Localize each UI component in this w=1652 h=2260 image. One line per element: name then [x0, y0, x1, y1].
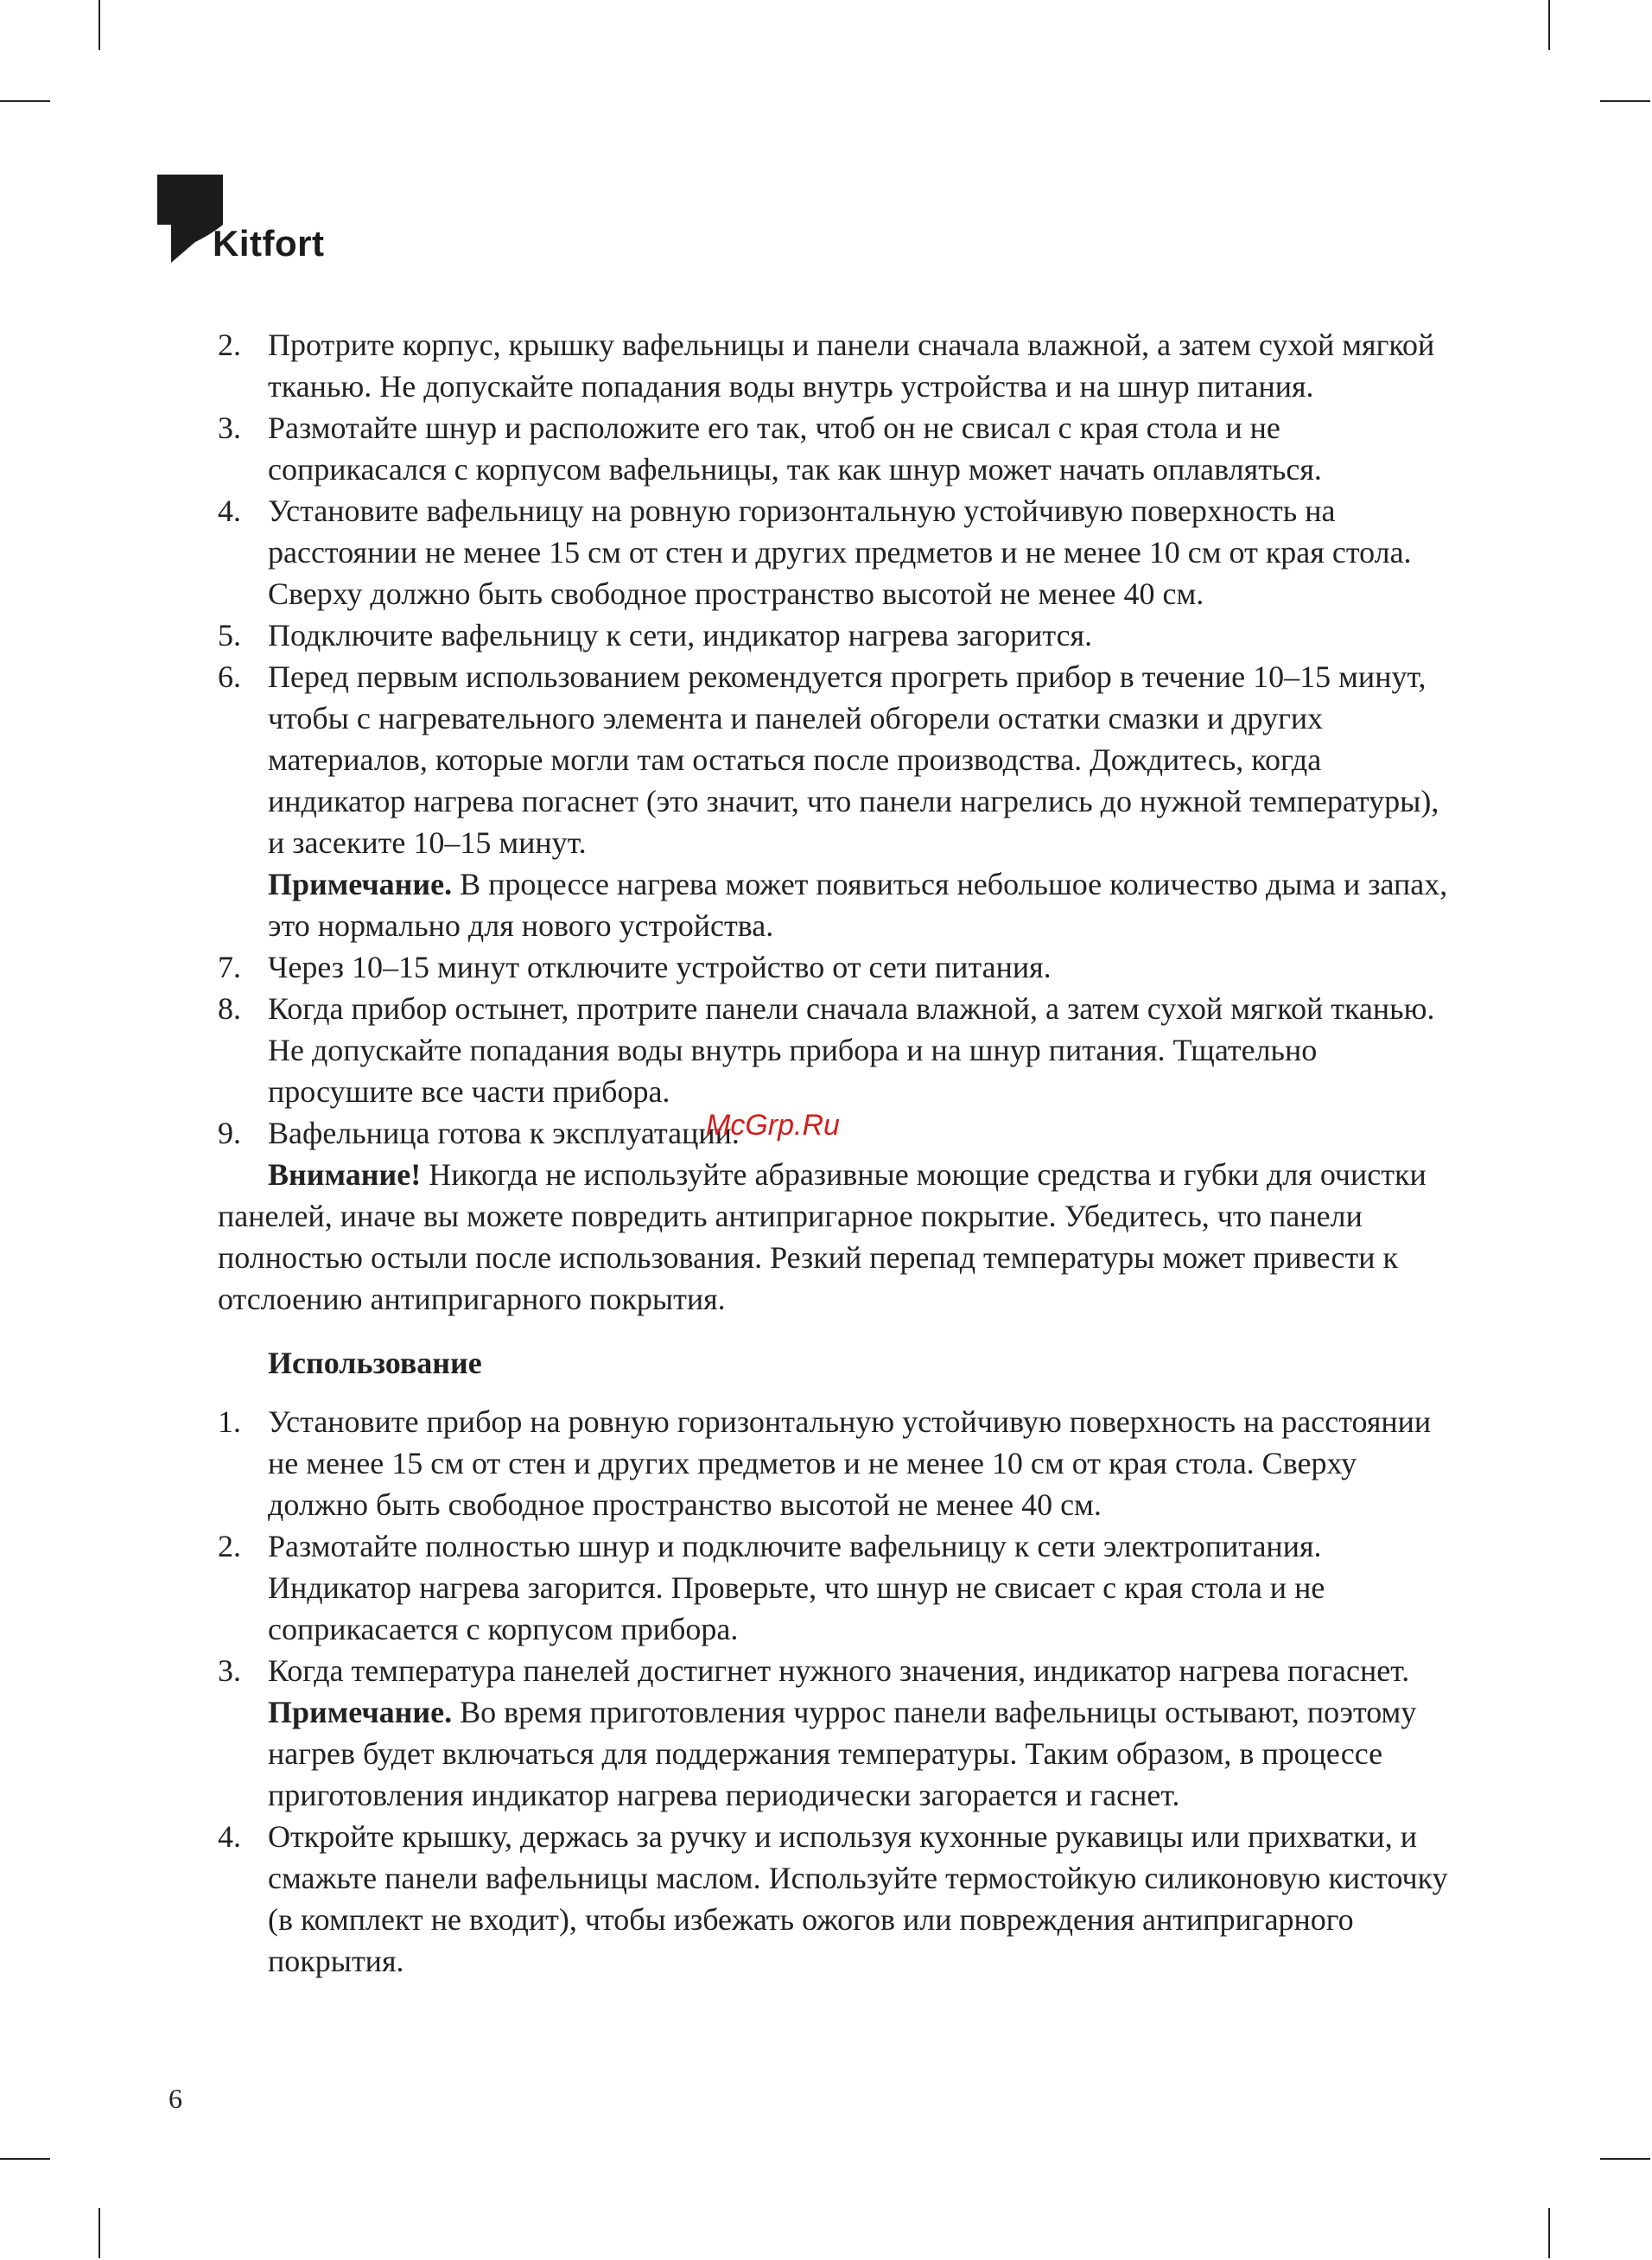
list-item-text: Подключите вафельницу к сети, индикатор нагрева загорится. — [268, 618, 1093, 653]
list-item — [218, 324, 1462, 407]
setup-steps-list — [218, 324, 1462, 1154]
list-item-number: 3. — [218, 411, 241, 445]
list-item — [218, 946, 1462, 988]
crop-mark — [1548, 0, 1550, 50]
list-item-number: 7. — [218, 950, 241, 984]
note-text: В процессе нагрева может появиться небольшое количество дыма и запах, это нормально для нового устройства. — [268, 867, 1448, 943]
crop-mark — [1600, 2158, 1650, 2160]
list-item-note — [268, 863, 1462, 946]
warning-label: Внимание! — [268, 1157, 422, 1192]
page-number: 6 — [168, 2083, 182, 2114]
list-item-text: Установите прибор на ровную горизонтальную устойчивую поверхность на расстоянии не менее 15 см от стен и других предметов и не менее 10 см от края стола. Сверху должно быть свободное пространство высотой не менее 40 см. — [268, 1404, 1432, 1522]
list-item-text: Размотайте шнур и расположите его так, чтоб он не свисал с края стола и не соприкасался с корпусом вафельницы, так как шнур может начать оплавляться. — [268, 411, 1322, 487]
crop-mark — [1600, 100, 1650, 102]
list-item — [218, 1650, 1462, 1816]
list-item-text: Когда прибор остынет, протрите панели сначала влажной, а затем сухой мягкой тканью. Не допускайте попадания воды внутрь прибора и на шнур питания. Тщательно просушите все части прибора. — [268, 991, 1435, 1109]
list-item — [218, 1401, 1462, 1525]
list-item — [218, 1525, 1462, 1650]
list-item-number: 3. — [218, 1653, 241, 1688]
crop-mark — [98, 2208, 100, 2258]
warning-text: Никогда не используйте абразивные моющие средства и губки для очистки панелей, иначе вы можете повредить антипригарное покрытие. Убедитесь, что панели полностью остыли после использования. Резкий перепад температуры может привести к отслоению антипригарного покрытия. — [218, 1157, 1426, 1316]
list-item — [218, 490, 1462, 614]
manual-content — [218, 324, 1462, 1982]
watermark: McGrp.Ru — [706, 1109, 840, 1142]
list-item-number: 1. — [218, 1404, 241, 1439]
list-item-number: 4. — [218, 1819, 241, 1854]
brand-name: Kitfort — [213, 223, 325, 264]
warning-paragraph — [218, 1154, 1462, 1320]
list-item-text: Размотайте полностью шнур и подключите вафельницу к сети электропитания. Индикатор нагрева загорится. Проверьте, что шнур не свисает с края стола и не соприкасается с корпусом прибора. — [268, 1529, 1325, 1646]
list-item-number: 8. — [218, 991, 241, 1026]
list-item-number: 6. — [218, 659, 241, 694]
usage-steps-list — [218, 1401, 1462, 1982]
crop-mark — [0, 2158, 50, 2160]
list-item-text: Когда температура панелей достигнет нужного значения, индикатор нагрева погаснет. — [268, 1653, 1410, 1688]
list-item-number: 2. — [218, 1529, 241, 1563]
note-label: Примечание. — [268, 1695, 453, 1729]
list-item — [218, 614, 1462, 656]
list-item-number: 9. — [218, 1116, 241, 1150]
list-item-text: Через 10–15 минут отключите устройство от сети питания. — [268, 950, 1052, 984]
brand-logo — [157, 175, 365, 270]
list-item-text: Вафельница готова к эксплуатации. — [268, 1116, 740, 1150]
list-item-number: 5. — [218, 618, 241, 653]
list-item — [218, 407, 1462, 490]
list-item-text: Установите вафельницу на ровную горизонтальную устойчивую поверхность на расстоянии не менее 15 см от стен и других предметов и не менее 10 см от края стола. Сверху должно быть свободное пространство высотой не менее 40 см. — [268, 493, 1412, 611]
list-item-text: Откройте крышку, держась за ручку и используя кухонные рукавицы или прихватки, и смажьте панели вафельницы маслом. Используйте термостойкую силиконовую кисточку (в комплект не входит), чтобы избежать ожогов или повреждения антипригарного покрытия. — [268, 1819, 1448, 1978]
list-item — [218, 1112, 1462, 1154]
list-item-number: 2. — [218, 328, 241, 362]
list-item-text: Перед первым использованием рекомендуется прогреть прибор в течение 10–15 минут, чтобы с нагревательного элемента и панелей обгорели остатки смазки и других материалов, которые могли там остаться после производства. Дождитесь, когда индикатор нагрева погаснет (это значит, что панели нагрелись до нужной температуры), и засеките 10–15 минут. — [268, 659, 1439, 860]
crop-mark — [0, 100, 50, 102]
crop-mark — [1548, 2208, 1550, 2258]
list-item-text: Протрите корпус, крышку вафельницы и панели сначала влажной, а затем сухой мягкой тканью. Не допускайте попадания воды внутрь устройства и на шнур питания. — [268, 328, 1435, 404]
list-item — [218, 656, 1462, 946]
list-item — [218, 1816, 1462, 1982]
list-item-number: 4. — [218, 493, 241, 528]
note-label: Примечание. — [268, 867, 453, 901]
note-text: Во время приготовления чуррос панели вафельницы остывают, поэтому нагрев будет включаться для поддержания температуры. Таким образом, в процессе приготовления индикатор нагрева периодически загорается и гаснет. — [268, 1695, 1417, 1812]
list-item — [218, 988, 1462, 1112]
crop-mark — [98, 0, 100, 50]
section-heading: Использование — [268, 1346, 482, 1380]
list-item-note — [268, 1691, 1462, 1816]
